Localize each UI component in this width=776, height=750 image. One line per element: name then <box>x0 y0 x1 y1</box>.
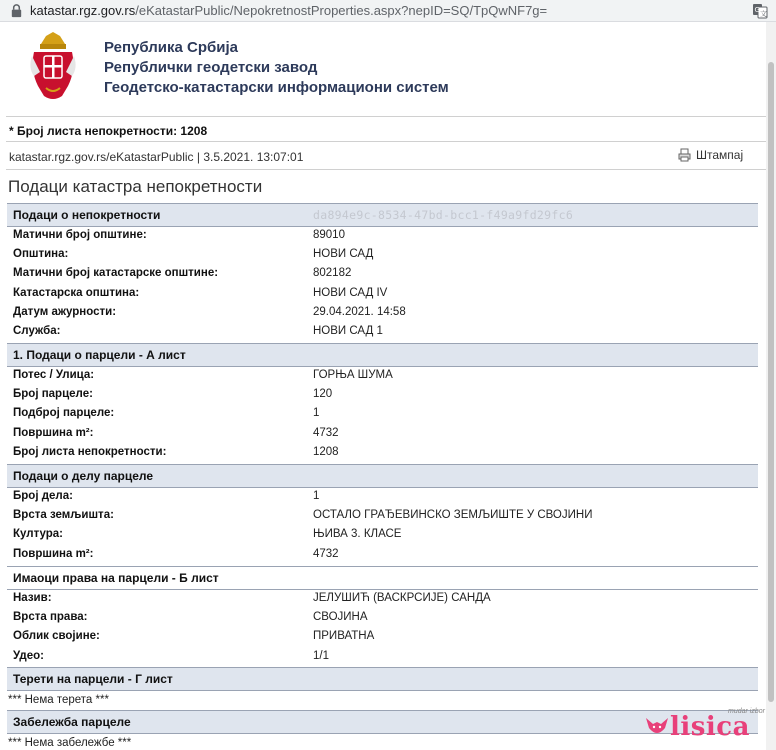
divider <box>6 141 766 142</box>
field-value: ГОРЊА ШУМА <box>313 369 393 381</box>
field-label: Катастарска општина: <box>13 286 140 299</box>
browser-address-bar[interactable] <box>0 0 776 22</box>
field-value: 802182 <box>313 267 352 280</box>
table-row <box>7 227 758 246</box>
field-value: ЊИВА 3. КЛАСЕ <box>313 528 402 541</box>
field-label: Подброј парцеле: <box>13 407 115 420</box>
encumbrances-section <box>7 667 758 709</box>
field-label: Потес / Улица: <box>13 369 95 381</box>
scrollbar-thumb[interactable] <box>768 62 774 702</box>
table-row <box>7 609 758 628</box>
url-host: katastar.rgz.gov.rs <box>30 3 136 18</box>
field-label: Општина: <box>13 248 69 261</box>
field-label: Матични број општине: <box>13 229 147 241</box>
field-label: Култура: <box>13 528 63 541</box>
coat-of-arms-icon <box>28 30 78 106</box>
field-label: Датум ажурности: <box>13 305 117 318</box>
organization-header <box>104 38 449 98</box>
section-header-property <box>7 203 758 227</box>
page-title: Подаци катастра непокретности <box>8 177 263 196</box>
table-row <box>7 323 758 342</box>
lock-icon[interactable] <box>9 3 24 18</box>
page-content <box>0 22 766 750</box>
table-row <box>7 628 758 647</box>
scrollbar[interactable] <box>766 22 776 750</box>
parcel-section <box>7 343 758 463</box>
remarks-note: *** Нема забележбе *** <box>8 737 132 749</box>
section-header-parcel: 1. Подаци о парцели - А лист <box>7 343 758 367</box>
watermark-logo <box>644 706 770 746</box>
table-row <box>7 285 758 304</box>
field-value: ОСТАЛО ГРАЂЕВИНСКО ЗЕМЉИШТЕ У СВОЈИНИ <box>313 509 593 522</box>
printer-icon <box>678 148 691 162</box>
field-label: Матични број катастарске општине: <box>13 267 219 280</box>
org-line-institute: Републички геодетски завод <box>104 59 318 76</box>
table-row <box>7 507 758 526</box>
table-row <box>7 265 758 284</box>
section-header-parcel-part: Подаци о делу парцеле <box>7 464 758 488</box>
table-row <box>7 405 758 424</box>
org-line-system: Геодетско-катастарски информациони систем <box>104 79 449 96</box>
field-value: 1208 <box>313 445 339 458</box>
field-value: НОВИ САД IV <box>313 286 388 299</box>
field-value: 4732 <box>313 426 339 439</box>
field-value: 120 <box>313 388 333 401</box>
svg-text:文: 文 <box>760 10 767 18</box>
field-value: 89010 <box>313 229 345 241</box>
encumbrances-note: *** Нема терета *** <box>8 694 109 706</box>
watermark-tagline: mudar izbor <box>728 708 765 715</box>
table-row <box>7 444 758 463</box>
table-row <box>7 526 758 545</box>
table-row <box>7 488 758 507</box>
field-value: СВОЈИНА <box>313 611 368 624</box>
section-title: Подаци о непокретности <box>13 208 161 222</box>
field-label: Површина m²: <box>13 426 94 439</box>
field-value: ПРИВАТНА <box>313 630 375 643</box>
source-timestamp: katastar.rgz.gov.rs/eKatastarPublic | 3.5.2021. 13:07:01 <box>9 150 304 164</box>
field-value: НОВИ САД 1 <box>313 324 383 337</box>
url-text[interactable] <box>30 3 547 18</box>
field-label: Врста права: <box>13 611 88 624</box>
section-header-owners: Имаоци права на парцели - Б лист <box>7 566 758 590</box>
divider <box>6 169 766 170</box>
property-section <box>7 203 758 342</box>
divider <box>6 116 766 117</box>
table-row <box>7 425 758 444</box>
table-row <box>7 246 758 265</box>
table-row <box>7 367 758 386</box>
sheet-number: * Број листа непокретности: 1208 <box>9 124 208 138</box>
owners-section <box>7 566 758 667</box>
section-header-remarks: Забележба парцеле <box>7 710 758 734</box>
svg-text:G: G <box>754 6 760 14</box>
field-label: Назив: <box>13 592 52 604</box>
field-value: 1 <box>313 407 320 420</box>
field-label: Површина m²: <box>13 547 94 560</box>
field-label: Облик својине: <box>13 630 100 643</box>
url-path: /eKatastarPublic/NepokretnostProperties.aspx?nepID=SQ/TpQwNF7g= <box>135 3 548 18</box>
field-label: Број дела: <box>13 490 73 502</box>
table-row <box>7 386 758 405</box>
table-row <box>7 546 758 565</box>
field-label: Удео: <box>13 649 44 662</box>
print-button[interactable] <box>678 148 743 162</box>
table-row <box>7 304 758 323</box>
field-value: 1/1 <box>313 649 329 662</box>
field-value: 1 <box>313 490 320 502</box>
table-row <box>7 590 758 609</box>
org-line-country: Република Србија <box>104 39 239 56</box>
print-label: Штампај <box>696 148 744 162</box>
translate-icon[interactable] <box>752 3 768 19</box>
field-value: НОВИ САД <box>313 248 374 261</box>
field-value: 29.04.2021. 14:58 <box>313 305 406 318</box>
field-label: Служба: <box>13 324 61 337</box>
section-header-encumbrances: Терети на парцели - Г лист <box>7 667 758 691</box>
fox-icon <box>644 714 670 740</box>
field-label: Број листа непокретности: <box>13 445 167 458</box>
parcel-part-section <box>7 464 758 565</box>
field-value: ЈЕЛУШИЋ (ВАСКРСИЈЕ) САНДА <box>313 592 491 604</box>
field-label: Број парцеле: <box>13 388 93 401</box>
table-row <box>7 648 758 667</box>
property-id-code: da894e9c-8534-47bd-bcc1-f49a9fd29fc6 <box>313 208 574 222</box>
field-label: Врста земљишта: <box>13 509 114 522</box>
field-value: 4732 <box>313 547 339 560</box>
watermark-name: lisica <box>670 712 750 742</box>
